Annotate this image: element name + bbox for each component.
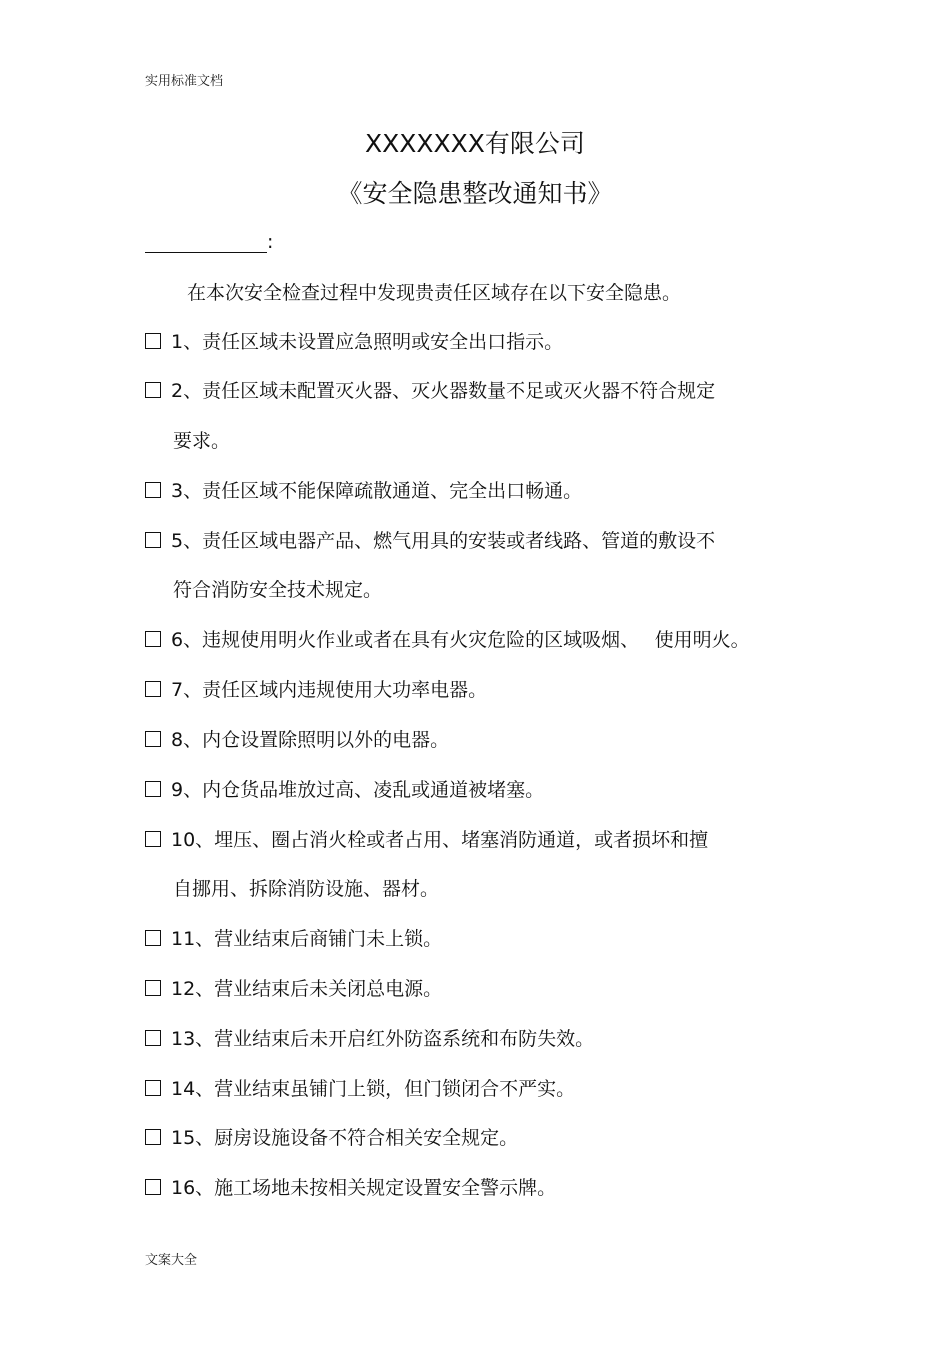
checkbox[interactable] — [145, 930, 161, 946]
hazard-item-text: 12、营业结束后未关闭总电源。 — [171, 978, 443, 1000]
hazard-item[interactable] — [145, 1175, 556, 1201]
hazard-item-continuation: 自挪用、拆除消防设施、器材。 — [173, 878, 440, 900]
hazard-item-continuation: 符合消防安全技术规定。 — [173, 579, 383, 601]
hazard-item[interactable] — [145, 1026, 594, 1052]
hazard-item[interactable] — [145, 727, 449, 753]
hazard-item-text: 1、责任区域未设置应急照明或安全出口指示。 — [171, 331, 564, 353]
checkbox[interactable] — [145, 532, 161, 548]
hazard-item-text: 14、营业结束虽铺门上锁，但门锁闭合不严实。 — [171, 1078, 576, 1100]
hazard-item[interactable] — [145, 378, 715, 404]
checkbox[interactable] — [145, 482, 161, 498]
header-note: 实用标准文档 — [145, 74, 224, 89]
hazard-item-text: 13、营业结束后未开启红外防盗系统和布防失效。 — [171, 1028, 595, 1050]
company-title: XXXXXXX有限公司 — [365, 129, 585, 158]
checkbox[interactable] — [145, 333, 161, 349]
hazard-item-text: 8、内仓设置除照明以外的电器。 — [171, 729, 450, 751]
hazard-item[interactable] — [145, 478, 582, 504]
hazard-item[interactable] — [145, 1125, 518, 1151]
hazard-item-text: 5、责任区域电器产品、燃气用具的安装或者线路、管道的敷设不 — [171, 530, 716, 552]
hazard-item[interactable] — [145, 777, 544, 803]
hazard-item[interactable] — [145, 976, 442, 1002]
hazard-item[interactable] — [145, 827, 708, 853]
notice-title: 《安全隐患整改通知书》 — [337, 179, 613, 208]
checkbox[interactable] — [145, 1080, 161, 1096]
hazard-item[interactable] — [145, 926, 442, 952]
hazard-item-text: 11、营业结束后商铺门未上锁。 — [171, 928, 443, 950]
hazard-item[interactable] — [145, 329, 563, 355]
checkbox[interactable] — [145, 781, 161, 797]
checkbox[interactable] — [145, 831, 161, 847]
checkbox[interactable] — [145, 1129, 161, 1145]
checkbox[interactable] — [145, 1179, 161, 1195]
hazard-item[interactable] — [145, 528, 715, 554]
hazard-item[interactable] — [145, 1076, 575, 1102]
recipient-colon: : — [267, 231, 274, 253]
hazard-item-text: 6、违规使用明火作业或者在具有火灾危险的区域吸烟、 使用明火。 — [171, 629, 750, 651]
checkbox[interactable] — [145, 631, 161, 647]
hazard-item-text: 7、责任区域内违规使用大功率电器。 — [171, 679, 488, 701]
recipient-blank — [145, 230, 267, 253]
checkbox[interactable] — [145, 681, 161, 697]
checkbox[interactable] — [145, 980, 161, 996]
hazard-item-text: 3、责任区域不能保障疏散通道、完全出口畅通。 — [171, 480, 583, 502]
hazard-item-text: 16、施工场地未按相关规定设置安全警示牌。 — [171, 1177, 557, 1199]
checkbox[interactable] — [145, 382, 161, 398]
hazard-item-continuation: 要求。 — [173, 430, 231, 452]
hazard-item-text: 9、内仓货品堆放过高、凌乱或通道被堵塞。 — [171, 779, 545, 801]
recipient-line — [145, 230, 273, 253]
hazard-item[interactable] — [145, 677, 487, 703]
hazard-item[interactable] — [145, 627, 750, 653]
intro-text: 在本次安全检查过程中发现贵责任区域存在以下安全隐患。 — [187, 282, 682, 304]
hazard-item-text: 15、厨房设施设备不符合相关安全规定。 — [171, 1127, 519, 1149]
checkbox[interactable] — [145, 731, 161, 747]
footer-note: 文案大全 — [145, 1253, 198, 1268]
checkbox[interactable] — [145, 1030, 161, 1046]
hazard-item-text: 10、埋压、圈占消火栓或者占用、堵塞消防通道，或者损坏和擅 — [171, 829, 709, 851]
hazard-item-text: 2、责任区域未配置灭火器、灭火器数量不足或灭火器不符合规定 — [171, 380, 716, 402]
